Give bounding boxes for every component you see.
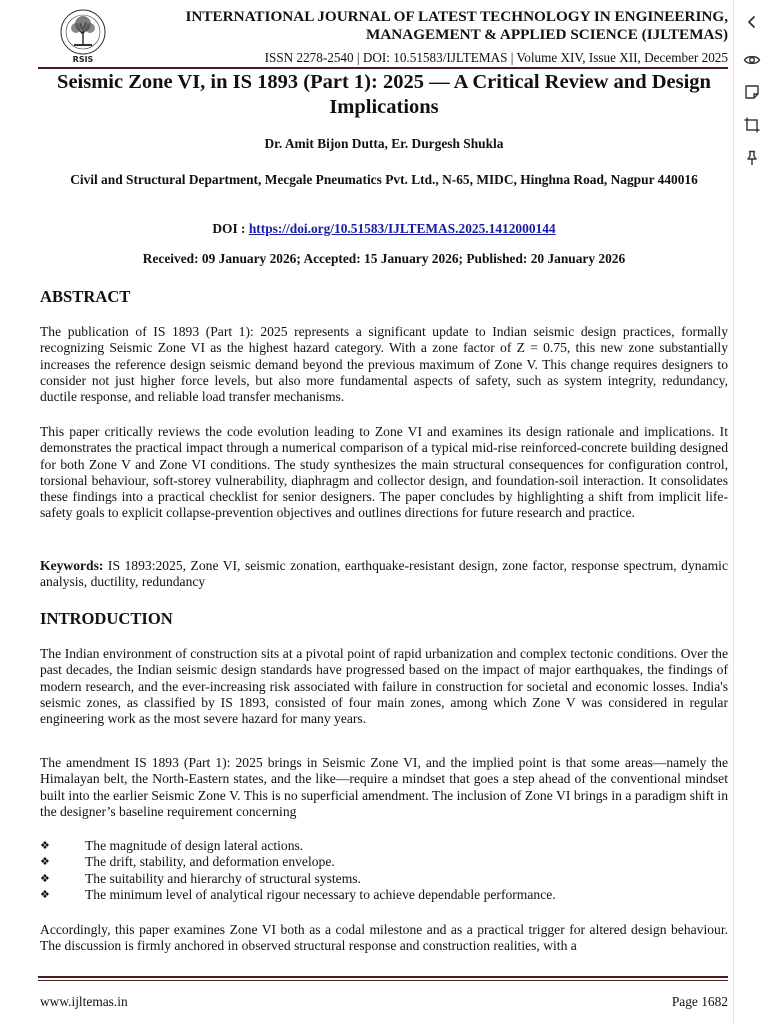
footer-site: www.ijltemas.in: [40, 994, 128, 1009]
abstract-heading: ABSTRACT: [40, 287, 131, 306]
issn-doi-line: ISSN 2278-2540 | DOI: 10.51583/IJLTEMAS | Volume XIV, Issue XII, December 2025: [264, 50, 728, 65]
diamond-bullet-icon: ❖: [40, 871, 50, 885]
doi-line: [40, 221, 728, 237]
list-item: ❖ The magnitude of design lateral actions.: [40, 838, 304, 853]
eye-icon: [743, 51, 761, 69]
keywords-label: Keywords:: [40, 558, 104, 573]
list-item: ❖ The suitability and hierarchy of structural systems.: [40, 870, 361, 886]
header-divider: [38, 67, 728, 69]
affiliation: Civil and Structural Department, Mecgale Pneumatics Pvt. Ltd., N-65, MIDC, Hinghna Road, Nagpur 440016: [70, 172, 698, 187]
diamond-bullet-icon: ❖: [40, 887, 50, 901]
journal-title: INTERNATIONAL JOURNAL OF LATEST TECHNOLOGY IN ENGINEERING, MANAGEMENT & APPLIED SCIENCE (IJLTEMAS): [185, 8, 728, 43]
keywords-list: IS 1893:2025, Zone VI, seismic zonation, earthquake-resistant design, zone factor, response spectrum, dynamic analysis, ductility, redundancy: [40, 558, 728, 590]
svg-text:RSIS: RSIS: [72, 55, 94, 64]
introduction-paragraph-2: The amendment IS 1893 (Part 1): 2025 brings in Seismic Zone VI, and the implied point is that some areas—namely the Himalayan belt, the North-Eastern states, and the like—require a mindset that goes a step ahead of the conventional mindset built into the earlier Seismic Zone V. This is no superficial amendment. The inclusion of Zone VI brings in a paradigm shift in the designer’s baseline requirement concerning: [40, 755, 728, 819]
doi-link[interactable]: https://doi.org/10.51583/IJLTEMAS.2025.1412000144: [248, 221, 556, 236]
paper-title: Seismic Zone VI, in IS 1893 (Part 1): 2025 — A Critical Review and Design Implications: [57, 71, 711, 118]
pin-icon: [743, 149, 761, 167]
authors: Dr. Amit Bijon Dutta, Er. Durgesh Shukla: [264, 136, 504, 151]
keywords: [40, 558, 728, 591]
introduction-paragraph-3: Accordingly, this paper examines Zone VI both as a codal milestone and as a practical trigger for altered design behaviour. The discussion is firmly anchored in observed structural response and construction realities, with a: [40, 922, 728, 954]
crop-icon: [743, 116, 761, 134]
list-item: ❖ The minimum level of analytical rigour necessary to achieve dependable performance.: [40, 886, 556, 902]
footer-divider: [38, 976, 728, 978]
introduction-paragraph-1: The Indian environment of construction sits at a pivotal point of rapid urbanization and complex tectonic conditions. Over the past decades, the Indian seismic design standards have progressed based on the impact of major earthquakes, the findings of modern research, and the ever-increasing risk associated with failure in construction for societal and economic losses. India's seismic zones, as classified by IS 1893, consisted of four main zones, among which Zone V was considered in regular engineering work as the most severe hazard for many years.: [40, 646, 728, 727]
viewer-toolbar: [733, 0, 768, 1024]
collapse-toolbar-button[interactable]: [738, 8, 765, 35]
introduction-heading: INTRODUCTION: [40, 609, 173, 628]
view-button[interactable]: [738, 46, 765, 73]
doi-label: DOI :: [212, 221, 249, 236]
diamond-bullet-icon: ❖: [40, 839, 50, 852]
abstract-paragraph-2: This paper critically reviews the code evolution leading to Zone VI and examines its design rationale and implications. It demonstrates the practical impact through a numerical comparison of a typical mid-rise reinforced-concrete building designed for both Zone V and Zone VI conditions. The study synthesizes the main structural consequences for configuration control, torsional behaviour, soft-storey vulnerability, diaphragm and collector design, and foundation-soil interaction. It consolidates these findings into a practical checklist for senior designers. The paper concludes by highlighting a shift from implicit life-safety goals to explicit collapse-prevention objectives and outlines directions for future research and practice.: [40, 424, 728, 521]
abstract-paragraph-1: The publication of IS 1893 (Part 1): 2025 represents a significant update to Indian seismic design practices, formally recognizing Seismic Zone VI as the highest hazard category. With a zone factor of Z = 0.75, this new zone substantially increases the reference design seismic demand beyond the previous maximum of Zone V. This change requires designers to consider not just higher force levels, but also more fundamental aspects of safety, such as system integrity, redundancy, ductile response, and reliable load transfer mechanisms.: [40, 324, 728, 405]
diamond-bullet-icon: ❖: [40, 855, 50, 869]
list-item: ❖ The drift, stability, and deformation envelope.: [40, 854, 335, 870]
note-icon: [743, 83, 761, 101]
annotate-button[interactable]: [738, 78, 765, 105]
journal-logo: [52, 8, 114, 64]
crop-button[interactable]: [738, 111, 765, 138]
requirement-list: [40, 838, 728, 903]
publication-dates: Received: 09 January 2026; Accepted: 15 January 2026; Published: 20 January 2026: [142, 251, 626, 266]
chevron-left-icon: [743, 13, 761, 31]
footer-divider-thin: [38, 980, 728, 981]
pin-button[interactable]: [738, 144, 765, 171]
page-number: Page 1682: [671, 994, 728, 1009]
